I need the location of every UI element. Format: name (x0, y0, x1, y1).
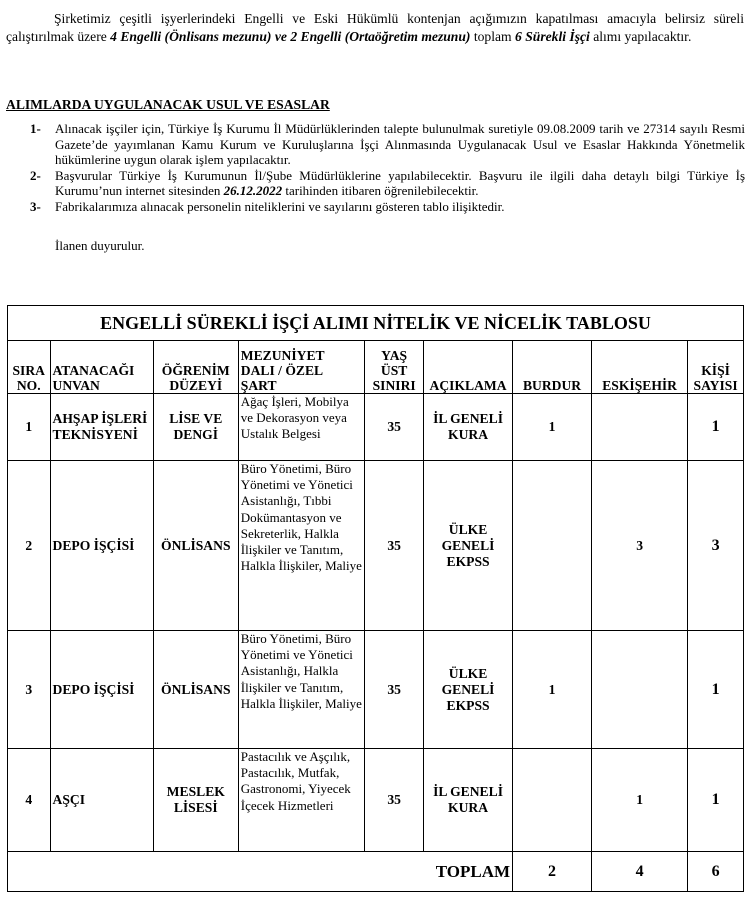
cell-eskisehir (592, 631, 688, 749)
header-yas: YAŞ ÜST SINIRI (365, 341, 424, 394)
cell-yas: 35 (365, 749, 424, 852)
cell-burdur: 1 (513, 631, 592, 749)
cell-bolum: Büro Yönetimi, Büro Yönetimi ve Yönetici Asistanlığı, Tıbbi Dokümantasyon ve Sekreterlik, Halkla İlişkiler ve Tanıtım, Halkla İlişkiler, Maliye (238, 461, 365, 631)
list-item (30, 199, 745, 215)
header-unvan: ATANACAĞI UNVAN (50, 341, 153, 394)
cell-bolum: Pastacılık ve Aşçılık, Pastacılık, Mutfak, Gastronomi, Yiyecek İçecek Hizmetleri (238, 749, 365, 852)
header-kisi: KİŞİ SAYISI (688, 341, 744, 394)
cell-aciklama: ÜLKE GENELİ EKPSS (424, 631, 513, 749)
intro-text-mid: toplam (470, 29, 516, 45)
total-label: TOPLAM (8, 852, 513, 892)
header-ogrenim: ÖĞRENİM DÜZEYİ (153, 341, 238, 394)
cell-unvan: DEPO İŞÇİSİ (50, 631, 153, 749)
header-sira: SIRA NO. (8, 341, 51, 394)
list-item (30, 168, 745, 199)
table-header-row (8, 341, 744, 394)
cell-no: 1 (8, 394, 51, 461)
cell-eskisehir (592, 394, 688, 461)
cell-ogrenim: ÖNLİSANS (153, 631, 238, 749)
intro-bold-positions: 4 Engelli (Önlisans mezunu) ve 2 Engelli (Ortaöğretim mezunu) (110, 29, 471, 45)
header-mezuniyet: MEZUNİYET DALI / ÖZEL ŞART (238, 341, 365, 394)
cell-unvan: AHŞAP İŞLERİ TEKNİSYENİ (50, 394, 153, 461)
list-text-b: tarihinden itibaren öğrenilebilecektir. (282, 183, 479, 198)
list-text (55, 168, 745, 199)
cell-ogrenim: LİSE VE DENGİ (153, 394, 238, 461)
cell-burdur (513, 749, 592, 852)
cell-ogrenim: ÖNLİSANS (153, 461, 238, 631)
cell-no: 3 (8, 631, 51, 749)
table-row (8, 631, 744, 749)
cell-unvan: AŞÇI (50, 749, 153, 852)
cell-aciklama: İL GENELİ KURA (424, 394, 513, 461)
intro-text-end: alımı yapılacaktır. (589, 29, 692, 45)
intro-text-start: Şirketimiz çeşitli işyerlerindeki Engelli ve Eski Hükümlü kontenjan açığımızın kapatılması amacıyla belirsiz süreli çalıştırılmak üzere (6, 11, 744, 45)
list-number: 2- (30, 167, 41, 183)
cell-eskisehir: 1 (592, 749, 688, 852)
cell-ogrenim: MESLEK LİSESİ (153, 749, 238, 852)
list-number: 1- (30, 121, 41, 136)
table-row (8, 394, 744, 461)
cell-kisi: 1 (688, 631, 744, 749)
total-burdur: 2 (513, 852, 592, 892)
positions-table (7, 305, 744, 892)
intro-bold-total: 6 Sürekli İşçi (515, 29, 590, 45)
cell-eskisehir: 3 (592, 461, 688, 631)
list-text: Fabrikalarımıza alınacak personelin niteliklerini ve sayılarını gösteren tablo ilişiktedir. (55, 198, 505, 214)
total-eskisehir: 4 (592, 852, 688, 892)
cell-yas: 35 (365, 461, 424, 631)
cell-kisi: 1 (688, 749, 744, 852)
section-heading: ALIMLARDA UYGULANACAK USUL VE ESASLAR (6, 97, 330, 112)
cell-aciklama: ÜLKE GENELİ EKPSS (424, 461, 513, 631)
list-text-a: Başvurular Türkiye İş Kurumunun İl/Şube Müdürlüklerine yapılabilecektir. Başvuru ile ilgili daha detaylı bilgi Türkiye İş Kurumu’nun internet sitesinden (55, 167, 745, 198)
cell-no: 4 (8, 749, 51, 852)
cell-no: 2 (8, 461, 51, 631)
closing-text: İlanen duyurulur. (55, 238, 145, 253)
cell-yas: 35 (365, 631, 424, 749)
rules-list (30, 121, 745, 214)
list-number: 3- (30, 198, 41, 214)
intro-paragraph (6, 10, 744, 47)
header-eskisehir: ESKİŞEHİR (592, 341, 688, 394)
list-date: 26.12.2022 (223, 183, 283, 198)
cell-burdur: 1 (513, 394, 592, 461)
cell-burdur (513, 461, 592, 631)
cell-bolum: Ağaç İşleri, Mobilya ve Dekorasyon veya Ustalık Belgesi (238, 394, 365, 461)
table-title: ENGELLİ SÜREKLİ İŞÇİ ALIMI NİTELİK VE NİCELİK TABLOSU (8, 306, 744, 341)
cell-kisi: 1 (688, 394, 744, 461)
header-burdur: BURDUR (513, 341, 592, 394)
cell-aciklama: İL GENELİ KURA (424, 749, 513, 852)
list-item (30, 121, 745, 168)
cell-kisi: 3 (688, 461, 744, 631)
cell-unvan: DEPO İŞÇİSİ (50, 461, 153, 631)
header-aciklama: AÇIKLAMA (424, 341, 513, 394)
table-row (8, 461, 744, 631)
total-kisi: 6 (688, 852, 744, 892)
list-text: Alınacak işçiler için, Türkiye İş Kurumu İl Müdürlüklerinden talepte bulunulmak suretiyle 09.08.2009 tarih ve 27314 sayılı Resmi Gazete’de yayımlanan Kamu Kurum ve Kuruluşlarına İşçi Alınmasında Uygulanacak Usul ve Esaslar Hakkında Yönetmelik hükümlerine uygun olarak işlem yapılacaktır. (55, 121, 745, 167)
cell-yas: 35 (365, 394, 424, 461)
total-row (8, 852, 744, 892)
table-row (8, 749, 744, 852)
cell-bolum: Büro Yönetimi, Büro Yönetimi ve Yönetici Asistanlığı, Halkla İlişkiler ve Tanıtım, Halkla İlişkiler, Maliye (238, 631, 365, 749)
